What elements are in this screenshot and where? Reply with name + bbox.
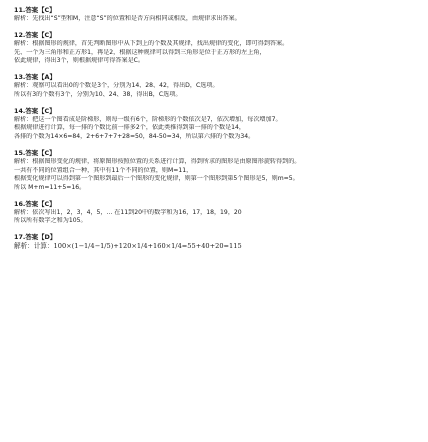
question-13 — [14, 73, 416, 99]
explanation-line: 解析：依次写出1，2，3，4，5，... 在11到20中的数字和为16，17，18，19，20 — [14, 208, 242, 216]
explanation-line: 解析：把这一个图看成是阶梯形，则每一级有6个，阶梯形的个数依次是7，依次增加，每次增加7。 — [14, 115, 282, 123]
question-heading: 17.答案【D】 — [14, 233, 57, 242]
explanation-line: 依此规律，得出3个，则根据规律可得答案是C。 — [14, 57, 145, 65]
question-14 — [14, 107, 416, 142]
answer-sheet — [14, 6, 416, 251]
question-16 — [14, 200, 416, 226]
question-12 — [14, 31, 416, 66]
question-11 — [14, 6, 416, 24]
question-heading: 11.答案【C】 — [14, 6, 56, 14]
explanation-line: 各排的个数为14×6=84，2+6+7+7+28=50，84-50=34，所以第六排的个数为34。 — [14, 132, 255, 140]
explanation-line: 根据变化规律可以得到第一个图形到最后一个图形的变化规律，则第一个图形到第5个图形是5，则m=5。 — [14, 175, 299, 183]
formula-line: 解析：计算：100×(1−1/4−1/5)+120×1/4+160×1/4=55+40+20=115 — [14, 242, 242, 251]
explanation-line: 根据规律进行计算，每一排的个数比前一排多2个，依此类推得到第一排的个数是14， — [14, 124, 246, 132]
question-heading: 13.答案【A】 — [14, 73, 56, 82]
explanation-line: 解析：先找出“S”型和M，注意“S”的位置和是否方向相同或相反，由规律求出答案。 — [14, 15, 241, 22]
explanation-line: 解析：根据图形的规律，首先判断图形中从下到上的个数及其规律，找出规律的变化，即可得到答案。 — [14, 39, 289, 47]
question-heading: 12.答案【C】 — [14, 30, 56, 39]
question-17 — [14, 233, 416, 251]
explanation-line: 一共有不同的位置组合一种，其中有11个不同的位置，则M=11， — [14, 166, 193, 174]
explanation-line: 所以有3的个数有3个，分别为10、24、38，得出B，C选项。 — [14, 90, 182, 98]
question-heading: 15.答案【C】 — [14, 148, 56, 157]
question-15 — [14, 149, 416, 192]
explanation-line: 先、一个为三角形和正方形1，再是2，根据这种规律可以得到三角形是位于正方形的左上角， — [14, 48, 266, 56]
explanation-line: 解析：观察可以看出0的个数是3个，分别为14、28、42，得出D，C选项。 — [14, 82, 219, 90]
question-heading: 14.答案【C】 — [14, 106, 56, 115]
explanation-line: 解析：根据图形变化的规律，将原图形按照位置的关系进行计算，得到所求的图形是由原图形旋转得到的。 — [14, 157, 301, 165]
explanation-line: 所以 M+m=11+5=16。 — [14, 183, 86, 191]
explanation-line: 所以所有数字之和为105。 — [14, 217, 87, 225]
question-heading: 16.答案【C】 — [14, 199, 56, 208]
